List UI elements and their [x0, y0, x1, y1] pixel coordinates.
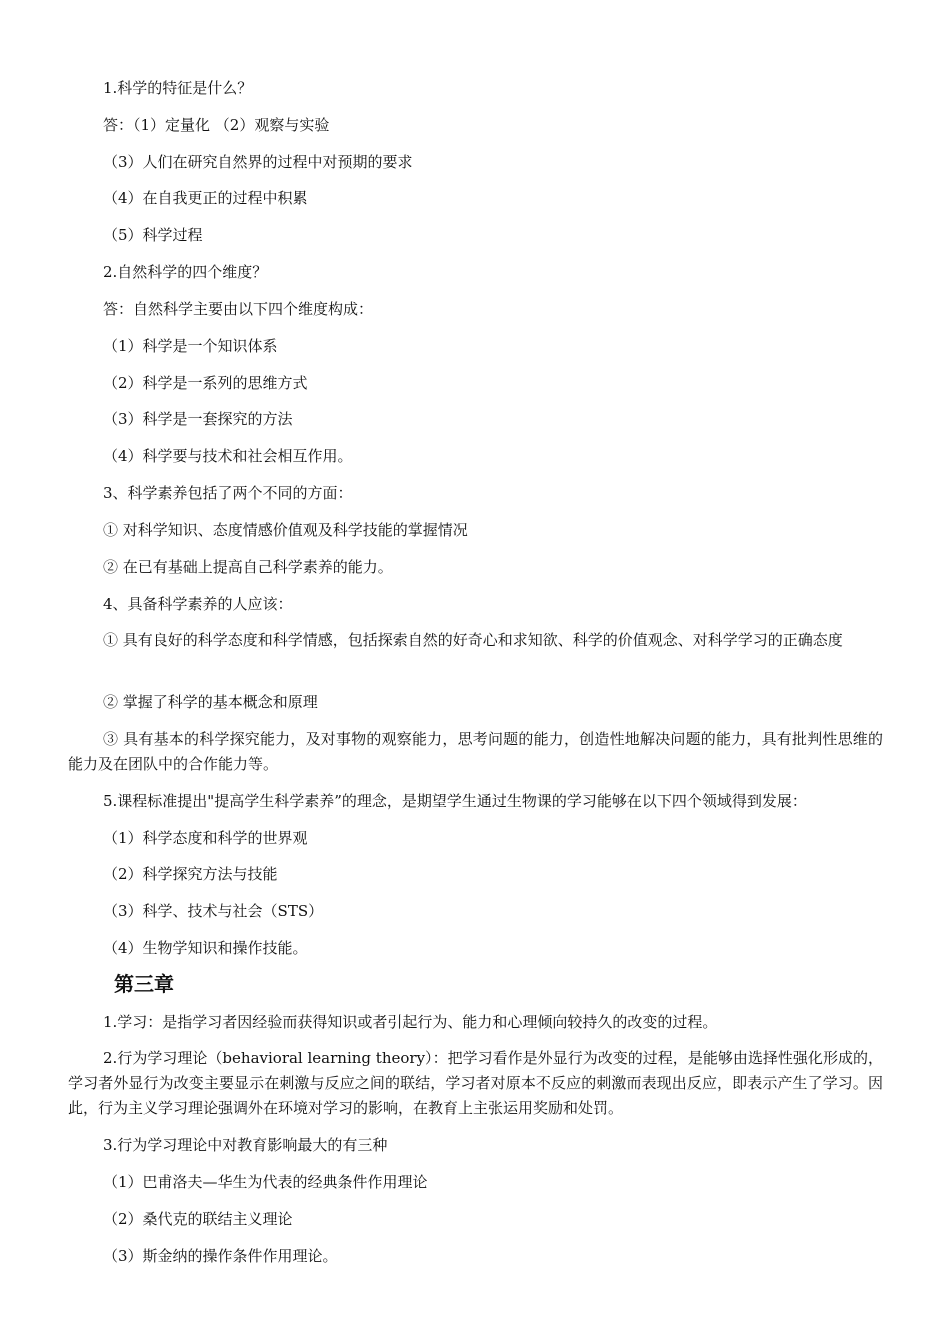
q2-item-4: （4）科学要与技术和社会相互作用。 [103, 447, 353, 465]
q2-answer: 答：自然科学主要由以下四个维度构成： [103, 300, 374, 318]
q5-item-4: （4）生物学知识和操作技能。 [103, 939, 308, 957]
q2-item-2: （2）科学是一系列的思维方式 [103, 374, 308, 392]
ch3-item-2: 2.行为学习理论（behavioral learning theory）：把学习看作是外显行为改变的过程，是能够由选择性强化形成的，学习者外显行为改变主要显示在刺激与反应之间的联结，学习者对原本不反应的刺激而表现出反应，即表示产生了学习。因此，行为主义学习理论强调外在环境对学习的影响，在教育上主张运用奖励和处罚。 [68, 1049, 883, 1117]
q4-item-1: ① 具有良好的科学态度和科学情感，包括探索自然的好奇心和求知欲、科学的价值观念、对科学学习的正确态度 [103, 631, 843, 649]
q1-answer: 答：（1）定量化 （2）观察与实验 [103, 116, 330, 134]
q5-item-1: （1）科学态度和科学的世界观 [103, 829, 308, 847]
q5-item-3: （3）科学、技术与社会（STS） [103, 902, 324, 920]
q2-item-3: （3）科学是一套探究的方法 [103, 410, 293, 428]
ch3-item-3: 3.行为学习理论中对教育影响最大的有三种 [103, 1136, 388, 1154]
q1-item-4: （4）在自我更正的过程中积累 [103, 189, 308, 207]
ch3-sub-2: （2）桑代克的联结主义理论 [103, 1210, 293, 1228]
ch3-sub-1: （1）巴甫洛夫—华生为代表的经典条件作用理论 [103, 1173, 428, 1191]
q5-title: 5.课程标准提出"提高学生科学素养”的理念，是期望学生通过生物课的学习能够在以下四个领域得到发展： [103, 792, 807, 810]
q1-item-5: （5）科学过程 [103, 226, 203, 244]
q4-item-2: ② 掌握了科学的基本概念和原理 [103, 693, 318, 711]
ch3-item-1: 1.学习：是指学习者因经验而获得知识或者引起行为、能力和心理倾向较持久的改变的过程。 [103, 1013, 718, 1031]
chapter-heading: 第三章 [114, 972, 174, 996]
q4-title: 4、具备科学素养的人应该： [103, 595, 293, 613]
q2-title: 2.自然科学的四个维度？ [103, 263, 268, 281]
q2-item-1: （1）科学是一个知识体系 [103, 337, 278, 355]
q3-title: 3、科学素养包括了两个不同的方面： [103, 484, 353, 502]
q1-title: 1.科学的特征是什么？ [103, 79, 253, 97]
ch3-sub-3: （3）斯金纳的操作条件作用理论。 [103, 1247, 338, 1265]
q3-item-1: ① 对科学知识、态度情感价值观及科学技能的掌握情况 [103, 521, 468, 539]
q5-item-2: （2）科学探究方法与技能 [103, 865, 278, 883]
q4-item-3: ③ 具有基本的科学探究能力，及对事物的观察能力，思考问题的能力，创造性地解决问题的能力，具有批判性思维的能力及在团队中的合作能力等。 [68, 730, 883, 773]
q1-item-3: （3）人们在研究自然界的过程中对预期的要求 [103, 153, 413, 171]
q3-item-2: ② 在已有基础上提高自己科学素养的能力。 [103, 558, 393, 576]
